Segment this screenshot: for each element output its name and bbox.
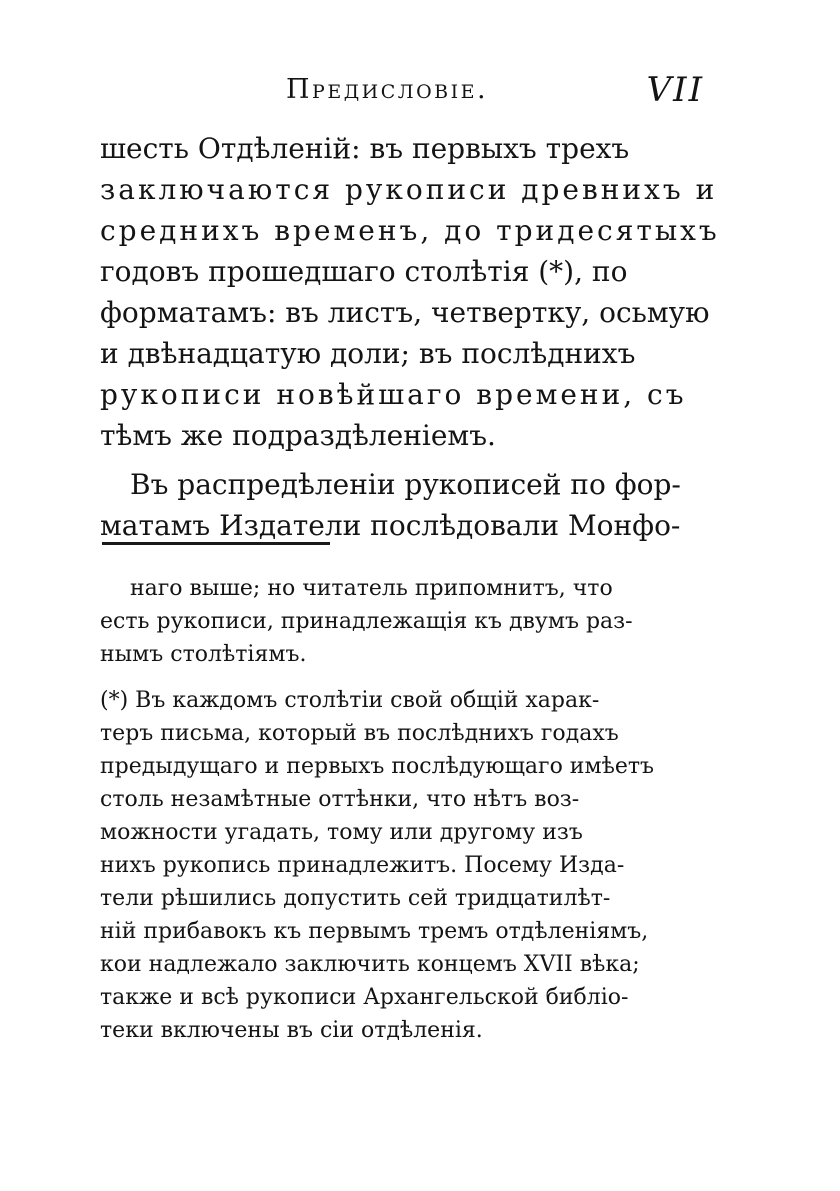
- footnote-line: предыдущаго и первыхъ послѣдующаго имѣетъ: [100, 754, 655, 779]
- footnote-line: столь незамѣтные оттѣнки, что нѣтъ воз-: [100, 787, 580, 812]
- footnote-line: можности угадать, тому или другому изъ: [100, 820, 583, 845]
- text-line: заключаются рукописи древнихъ и: [100, 173, 718, 206]
- footnote-line: нымъ столѣтіямъ.: [100, 642, 307, 667]
- text-line: шесть Отдѣленій: въ первыхъ трехъ: [100, 132, 630, 165]
- running-head: [100, 70, 740, 114]
- main-text: [100, 128, 736, 546]
- text-line: и двѣнадцатую доли; въ послѣднихъ: [100, 337, 636, 370]
- text-line: рукописи новѣйшаго времени, съ: [100, 378, 687, 411]
- text-line: Въ распредѣленіи рукописей по фор-: [130, 468, 681, 501]
- text-line: годовъ прошедшаго столѣтія (*), по: [100, 255, 628, 288]
- text-line: тѣмъ же подраздѣленіемъ.: [100, 419, 496, 452]
- footnote-line: теръ письма, который въ послѣднихъ годахъ: [100, 721, 619, 746]
- paragraph-gap: [100, 456, 736, 464]
- footnote-line: тели рѣшились допустить сей тридцатилѣт-: [100, 886, 611, 911]
- text-line: матамъ Издатели послѣдовали Монфо-: [100, 509, 681, 542]
- footnote-line: есть рукописи, принадлежащія къ двумъ раз-: [100, 609, 633, 634]
- footnote-line: кои надлежало заключить концемъ XVII вѣка;: [100, 952, 640, 977]
- footnote-line: (*) Въ каждомъ столѣтіи свой общій харак-: [100, 688, 600, 713]
- text-line: среднихъ временъ, до тридесятыхъ: [100, 214, 720, 247]
- footnote-line: теки включены въ сіи отдѣленія.: [100, 1018, 483, 1043]
- footnote-star: [100, 684, 736, 1047]
- running-title: Предисловіе.: [286, 74, 489, 105]
- text-line: форматамъ: въ листъ, четвертку, осьмую: [100, 296, 710, 329]
- footnote-line: ній прибавокъ къ первымъ тремъ отдѣленіямъ,: [100, 919, 649, 944]
- footnote-continuation: [100, 572, 736, 671]
- footnote-rule: [102, 542, 330, 545]
- footnote-line: наго выше; но читатель припомнитъ, что: [130, 576, 613, 601]
- page-number: VII: [646, 70, 704, 110]
- footnote-line: также и всѣ рукописи Архангельской библіо-: [100, 985, 629, 1010]
- footnote-line: нихъ рукопись принадлежитъ. Посему Изда-: [100, 853, 625, 878]
